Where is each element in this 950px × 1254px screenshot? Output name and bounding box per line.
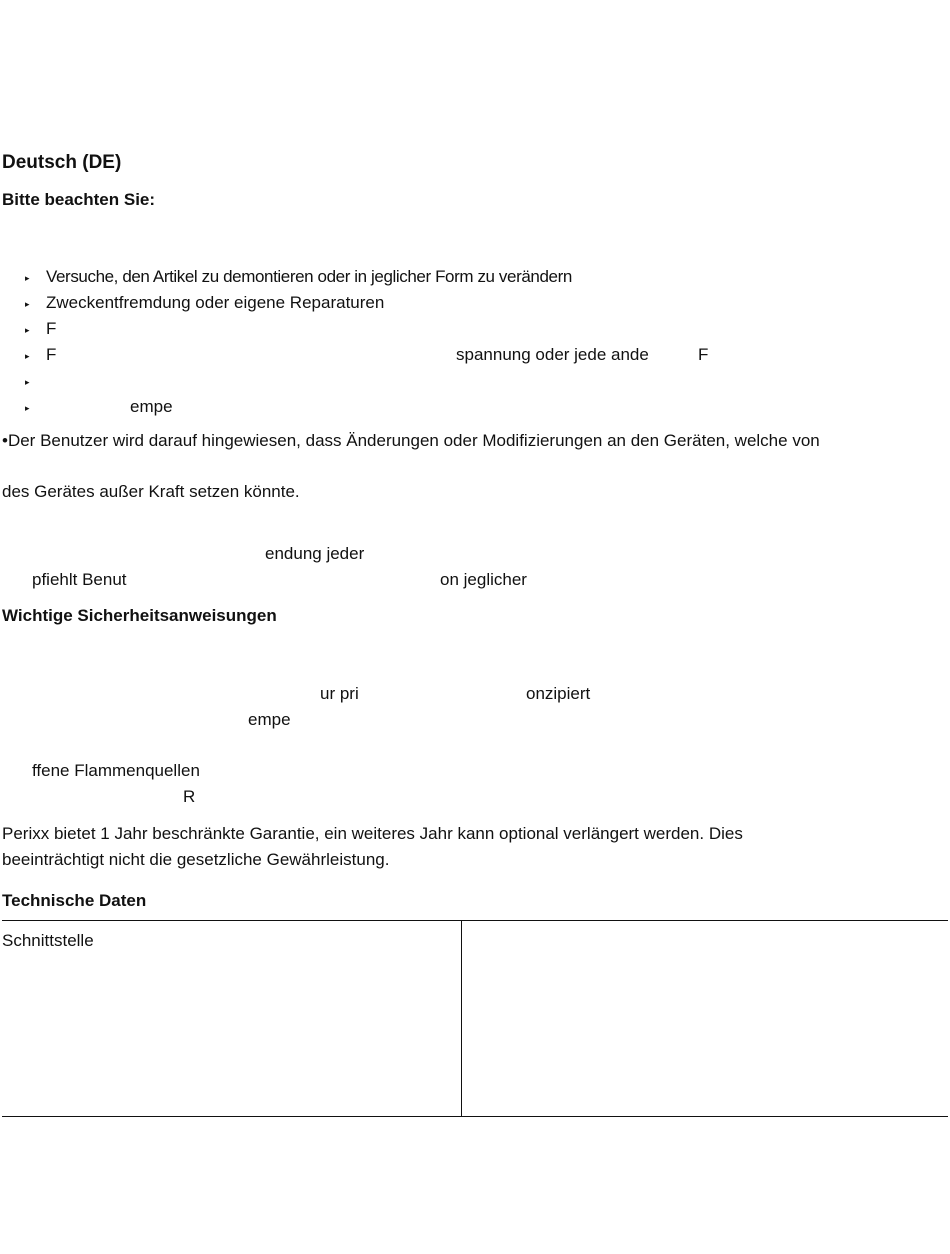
text-fragment: empe [248,710,291,729]
text-fragment: R [183,787,196,806]
warranty-line: beeinträchtigt nicht die gesetzliche Gewährleistung. [2,850,390,869]
text-fragment: onzipiert [526,684,591,703]
table-column-divider [461,920,462,1116]
bullet-marker: ▸ [25,377,30,387]
bullet-marker: ▸ [25,299,30,309]
note-heading: Bitte beachten Sie: [2,190,156,209]
bullet-item-fragment: spannung oder jede ande [456,345,649,364]
text-fragment: ur pri [320,684,359,703]
safety-heading: Wichtige Sicherheitsanweisungen [2,606,277,625]
bullet-item: empe [130,397,173,416]
bullet-marker: ▸ [25,273,30,283]
bullet-item: F [46,319,57,338]
table-cell-label: Schnittstelle [2,931,94,950]
text-fragment: on jeglicher [440,570,527,589]
text-fragment: ffene Flammenquellen [32,761,200,780]
specs-heading: Technische Daten [2,891,147,910]
warranty-line: Perixx bietet 1 Jahr beschränkte Garantie, ein weiteres Jahr kann optional verlängert werden. Dies [2,824,743,843]
user-note-line: •Der Benutzer wird darauf hingewiesen, dass Änderungen oder Modifizierungen an den Geräten, welche von [2,431,820,450]
bullet-item: Versuche, den Artikel zu demontieren oder in jeglicher Form zu verändern [46,267,572,286]
bullet-marker: ▸ [25,325,30,335]
table-bottom-border [2,1116,948,1117]
text-fragment: endung jeder [265,544,365,563]
user-note-line: des Gerätes außer Kraft setzen könnte. [2,482,300,501]
bullet-item-fragment: F [698,345,709,364]
bullet-item: Zweckentfremdung oder eigene Reparaturen [46,293,385,312]
page-heading: Deutsch (DE) [2,152,122,173]
bullet-marker: ▸ [25,351,30,361]
table-top-border [2,920,948,921]
bullet-item: F [46,345,57,364]
bullet-marker: ▸ [25,403,30,413]
text-fragment: pfiehlt Benut [32,570,127,589]
